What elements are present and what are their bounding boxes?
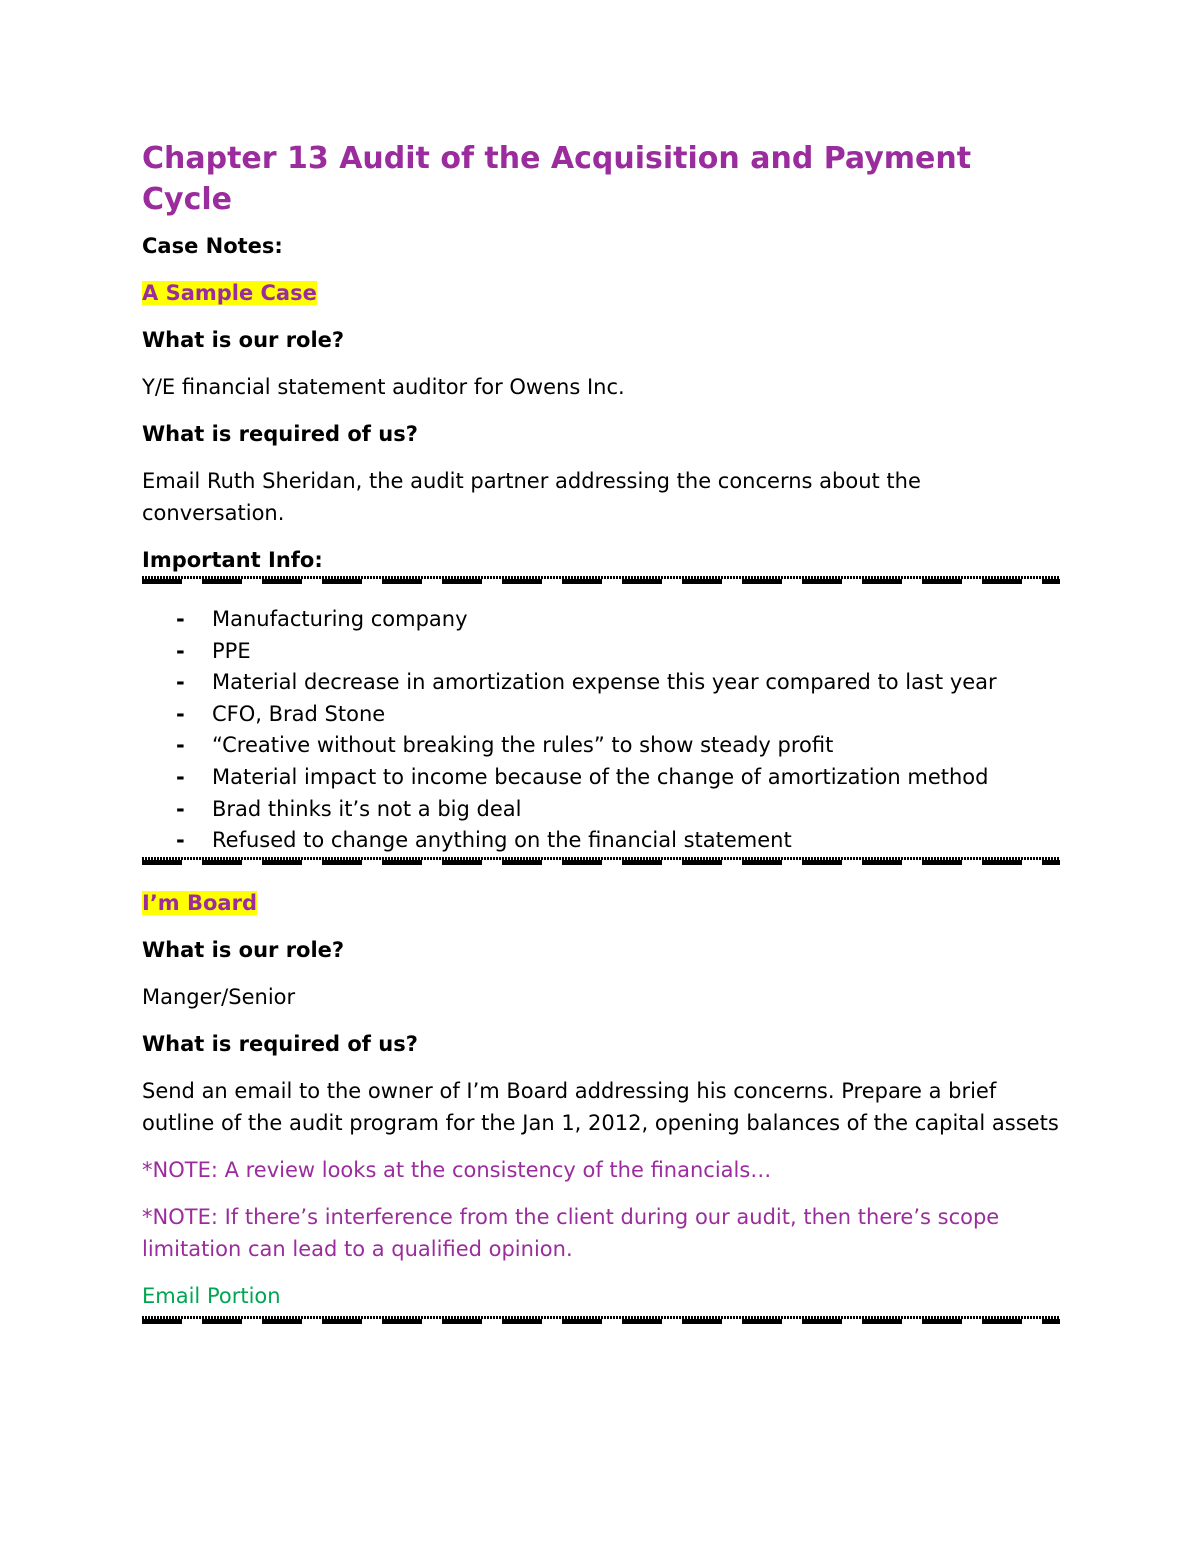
bordered-box-bottom-rule (142, 857, 1060, 865)
important-info-label: Important Info: (142, 548, 323, 572)
bullet-dash: - (176, 701, 185, 726)
list-item-text: “Creative without breaking the rules” to show steady profit (212, 733, 834, 758)
case-title-text: A Sample Case (142, 281, 317, 305)
list-item-text: Material impact to income because of the change of amortization method (212, 764, 989, 789)
role-question: What is our role? (142, 328, 345, 352)
list-item (142, 730, 1060, 762)
list-item (142, 667, 1060, 699)
list-item (142, 762, 1060, 794)
role-question: What is our role? (142, 937, 345, 962)
bullet-dash: - (176, 764, 185, 789)
list-item-text: CFO, Brad Stone (212, 701, 386, 726)
page-title: Chapter 13 Audit of the Acquisition and Payment Cycle (142, 141, 972, 217)
list-item-text: Brad thinks it’s not a big deal (212, 796, 522, 821)
role-answer: Y/E financial statement auditor for Owens Inc. (142, 375, 625, 399)
note-interference: *NOTE: If there’s interference from the client during our audit, then there’s scope limitation can lead to a qualified opinion. (142, 1204, 1000, 1261)
required-question: What is required of us? (142, 422, 418, 446)
bullet-dash: - (176, 638, 185, 663)
required-question: What is required of us? (142, 1031, 418, 1056)
list-item (142, 636, 1060, 668)
bordered-box-top-rule (142, 1316, 1060, 1324)
case-notes-label: Case Notes: (142, 234, 283, 258)
case-title-sample (142, 277, 1060, 309)
list-item (142, 794, 1060, 826)
note-review: *NOTE: A review looks at the consistency of the financials… (142, 1157, 772, 1182)
role-answer: Manger/Senior (142, 984, 296, 1009)
list-item (142, 699, 1060, 731)
bordered-box-top-rule (142, 576, 1060, 584)
important-info-list (142, 604, 1060, 857)
list-item-text: Material decrease in amortization expense this year compared to last year (212, 670, 997, 695)
bullet-dash: - (176, 828, 185, 853)
bullet-dash: - (176, 796, 185, 821)
list-item-text: Manufacturing company (212, 607, 468, 631)
document-page (142, 138, 1060, 1324)
list-item (142, 825, 1060, 857)
bullet-dash: - (176, 607, 185, 631)
required-answer: Send an email to the owner of I’m Board addressing his concerns. Prepare a brief outline of the audit program for the Jan 1, 2012, opening balances of the capital assets (142, 1078, 1059, 1135)
case-title-im-board (142, 887, 1060, 919)
list-item (142, 604, 1060, 636)
email-portion-label: Email Portion (142, 1283, 281, 1308)
list-item-text: Refused to change anything on the financial statement (212, 828, 792, 853)
list-item-text: PPE (212, 638, 251, 663)
required-answer: Email Ruth Sheridan, the audit partner addressing the concerns about the conversation. (142, 469, 921, 525)
bullet-dash: - (176, 733, 185, 758)
case-title-text: I’m Board (142, 890, 257, 915)
bullet-dash: - (176, 670, 185, 695)
